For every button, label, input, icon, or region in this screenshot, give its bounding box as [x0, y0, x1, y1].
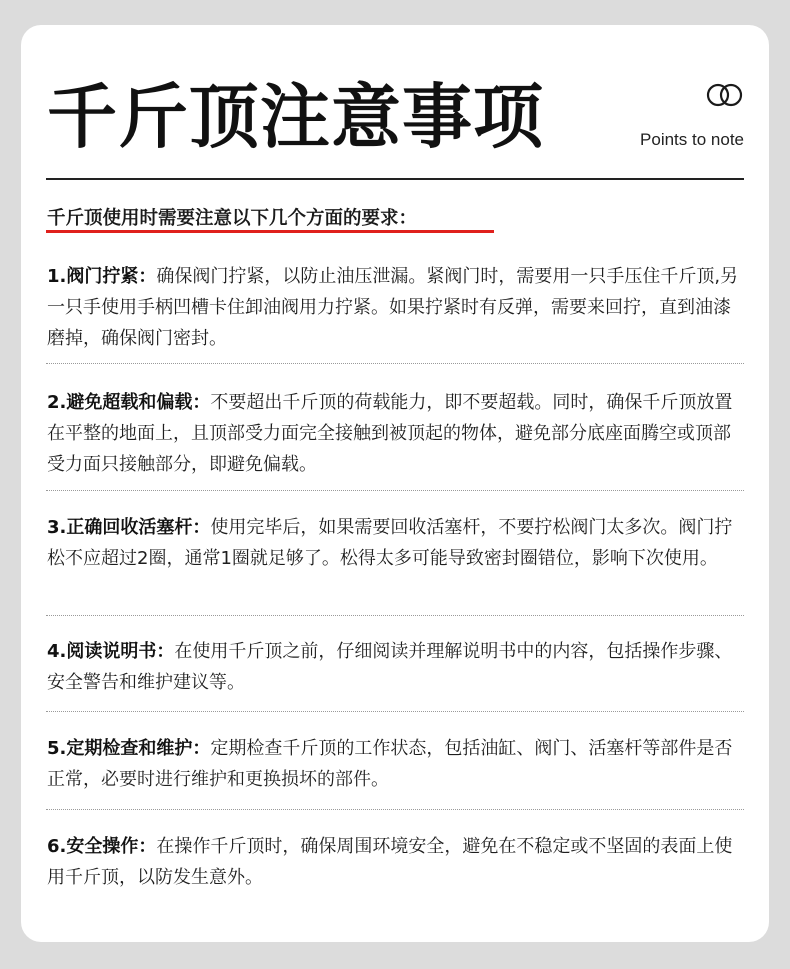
section-piston-retract: [47, 512, 742, 574]
section-maintenance: [47, 733, 742, 795]
section-divider: [46, 490, 744, 491]
section-divider: [46, 363, 744, 364]
section-text: 定期检查千斤顶的工作状态，包括油缸、阀门、活塞杆等部件是否正常，必要时进行维护和更换损坏的部件。: [47, 738, 733, 790]
section-lead: 4.阅读说明书：: [47, 641, 175, 662]
header-divider: [46, 178, 744, 180]
section-divider: [46, 809, 744, 810]
double-ring-icon: [706, 82, 744, 108]
notes-card: [21, 25, 769, 942]
section-text: 确保阀门拧紧，以防止油压泄漏。紧阀门时，需要用一只手压住千斤顶,另一只手使用手柄凹槽卡住卸油阀用力拧紧。如果拧紧时有反弹，需要来回拧，直到油漆磨掉，确保阀门密封。: [47, 266, 739, 349]
subtitle: Points to note: [640, 130, 744, 149]
section-divider: [46, 711, 744, 712]
section-divider: [46, 615, 744, 616]
section-text: 在操作千斤顶时，确保周围环境安全，避免在不稳定或不坚固的表面上使用千斤顶，以防发生意外。: [47, 836, 733, 888]
section-lead: 5.定期检查和维护：: [47, 738, 211, 759]
section-lead: 2.避免超载和偏载：: [47, 392, 211, 413]
section-text: 在使用千斤顶之前，仔细阅读并理解说明书中的内容，包括操作步骤、安全警告和维护建议等。: [47, 641, 733, 693]
section-safe-operation: [47, 831, 742, 893]
section-lead: 1.阀门拧紧：: [47, 266, 157, 287]
section-text: 使用完毕后，如果需要回收活塞杆，不要拧松阀门太多次。阀门拧松不应超过2圈，通常1圈就足够了。松得太多可能导致密封圈错位，影响下次使用。: [47, 517, 733, 569]
intro-underline: [46, 230, 494, 233]
section-text: 不要超出千斤顶的荷载能力，即不要超载。同时，确保千斤顶放置在平整的地面上，且顶部受力面完全接触到被顶起的物体，避免部分底座面腾空或顶部受力面只接触部分，即避免偏载。: [47, 392, 733, 475]
section-valve-tightening: [47, 261, 742, 354]
section-read-manual: [47, 636, 742, 698]
page-title: 千斤顶注意事项: [47, 76, 544, 158]
intro-heading: 千斤顶使用时需要注意以下几个方面的要求：: [47, 208, 418, 229]
section-avoid-overload: [47, 387, 742, 480]
section-lead: 6.安全操作：: [47, 836, 157, 857]
section-lead: 3.正确回收活塞杆：: [47, 517, 211, 538]
